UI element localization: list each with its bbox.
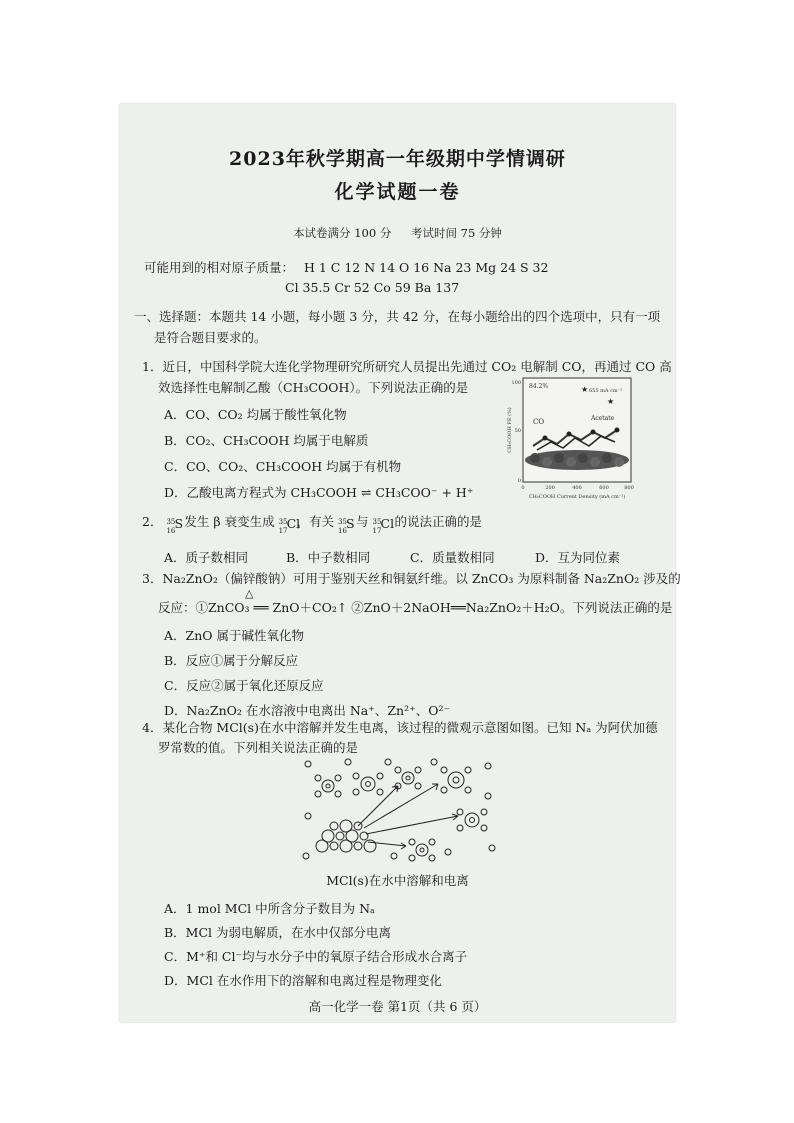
q3-option-b: B．反应①属于分解反应	[164, 653, 299, 668]
hydrated-ion	[315, 775, 341, 797]
q1-stem-line1: 1．近日，中国科学院大连化学物理研究所研究人员提出先通过 CO₂ 电解制 CO，再通过 CO 高	[142, 359, 672, 374]
q3-option-a: A．ZnO 属于碱性氧化物	[164, 628, 304, 643]
q2-option-c: C．质量数相同	[410, 550, 495, 565]
atomic-mass-label: 可能用到的相对原子质量：	[144, 260, 295, 275]
q3-option-d: D．Na₂ZnO₂ 在水溶液中电离出 Na⁺、Zn²⁺、O²⁻	[164, 703, 451, 718]
graph-ytick-0: 0	[517, 478, 521, 484]
exam-meta	[120, 225, 675, 241]
atomic-mass-row1: H 1 C 12 N 14 O 16 Na 23 Mg 24 S 32	[304, 260, 549, 275]
crystal-lattice	[316, 820, 376, 852]
hydrated-ion	[353, 773, 383, 795]
q1-stem-line2: 效选择性电解制乙酸（CH₃COOH）。下列说法正确的是	[158, 380, 469, 395]
q2-option-b: B．中子数相同	[286, 550, 371, 565]
graph-annot-2: 655 mA cm⁻²	[589, 388, 623, 394]
hydrated-ion	[395, 767, 421, 789]
exam-time: 考试时间 75 分钟	[410, 226, 502, 240]
graph-xtick-800: 800	[624, 485, 634, 491]
section1-line2: 是符合题目要求的。	[154, 330, 267, 345]
isotope-s35-b: 35 16 S	[338, 515, 355, 535]
graph-xlabel: CH₃COOH Current Density (mA cm⁻²)	[528, 494, 626, 500]
isotope-cl35-b: 35 17 Cl	[372, 515, 395, 535]
q2-option-d: D．互为同位素	[535, 550, 621, 565]
q1-graph-svg	[505, 376, 635, 502]
q2-text-4: 的说法正确的是	[390, 514, 482, 529]
graph-ytick-100: 100	[511, 380, 521, 386]
graph-xtick-0: 0	[521, 485, 525, 491]
q4-diagram-caption: MCl(s)在水中溶解和电离	[326, 873, 469, 888]
graph-xtick-400: 400	[572, 485, 582, 491]
heat-symbol: △	[245, 587, 254, 600]
atomic-mass-row2: Cl 35.5 Cr 52 Co 59 Ba 137	[285, 280, 460, 295]
isotope-cl35: 35 17 Cl	[278, 515, 301, 535]
graph-xtick-600: 600	[599, 485, 609, 491]
q2-stem	[142, 514, 482, 535]
q2-text-2: ，有关	[296, 514, 339, 529]
q4-option-a: A．1 mol MCl 中所含分子数目为 Nₐ	[164, 901, 375, 916]
graph-xtick-200: 200	[545, 485, 555, 491]
q2-text-1: 发生 β 衰变生成	[180, 514, 279, 529]
q1-option-d: D．乙酸电离方程式为 CH₃COOH ⇌ CH₃COO⁻ + H⁺	[164, 485, 474, 500]
graph-annot-1: 84.2%	[529, 383, 549, 390]
isotope-s35: 35 16 S	[166, 515, 184, 535]
q2-number: 2．	[142, 514, 163, 529]
q3-option-c: C．反应②属于氧化还原反应	[164, 678, 324, 693]
q1-graph	[505, 376, 635, 502]
q4-diagram-svg	[298, 756, 498, 864]
q4-option-c: C．M⁺和 Cl⁻均与水分子中的氧原子结合形成水合离子	[164, 949, 468, 964]
q4-dissolution-diagram	[298, 756, 498, 864]
q3-stem-line2: 反应：①ZnCO₃ ══ ZnO＋CO₂↑ ②ZnO＋2NaOH══Na₂ZnO₂＋H₂O。下列说法正确的是	[158, 600, 673, 615]
exam-title: 2023年秋学期高一年级期中学情调研	[229, 148, 566, 170]
atomic-mass-line1	[144, 260, 548, 276]
page-footer: 高一化学一卷 第1页（共 6 页）	[308, 999, 487, 1014]
q4-stem-line1: 4．某化合物 MCl(s)在水中溶解并发生电离，该过程的微观示意图如图。已知 Nₐ 为阿伏加德	[142, 720, 658, 735]
q1-option-a: A．CO、CO₂ 均属于酸性氧化物	[164, 407, 347, 422]
section1-line1: 一、选择题：本题共 14 小题，每小题 3 分，共 42 分，在每小题给出的四个选项中，只有一项	[134, 309, 661, 324]
star-marker-icon-2: ★	[607, 397, 615, 406]
graph-label-co: CO	[533, 418, 545, 426]
hydrated-ion	[457, 809, 487, 831]
q4-option-b: B．MCl 为弱电解质，在水中仅部分电离	[164, 925, 392, 940]
q1-option-b: B．CO₂、CH₃COOH 均属于电解质	[164, 433, 369, 448]
q4-option-d: D．MCl 在水作用下的溶解和电离过程是物理变化	[164, 973, 442, 988]
q2-option-a: A．质子数相同	[164, 550, 249, 565]
q1-option-c: C．CO、CO₂、CH₃COOH 均属于有机物	[164, 459, 402, 474]
q4-stem-line2: 罗常数的值。下列相关说法正确的是	[158, 740, 359, 755]
star-marker-icon: ★	[581, 385, 589, 394]
hydrated-ion	[441, 767, 471, 793]
graph-ylabel: CH₃COOH FE (%)	[507, 407, 513, 453]
q3-stem-line1: 3．Na₂ZnO₂（偏锌酸钠）可用于鉴别天丝和铜氨纤维。以 ZnCO₃ 为原料制备 Na₂ZnO₂ 涉及的	[142, 571, 681, 586]
hydrated-ion	[409, 839, 435, 861]
exam-page	[120, 104, 681, 1022]
graph-label-acetate: Acetate	[591, 415, 615, 422]
graph-ytick-50: 50	[514, 428, 521, 434]
exam-subtitle: 化学试题一卷	[334, 181, 461, 203]
q2-text-3: 与	[352, 514, 373, 529]
full-score: 本试卷满分 100 分	[293, 226, 392, 240]
